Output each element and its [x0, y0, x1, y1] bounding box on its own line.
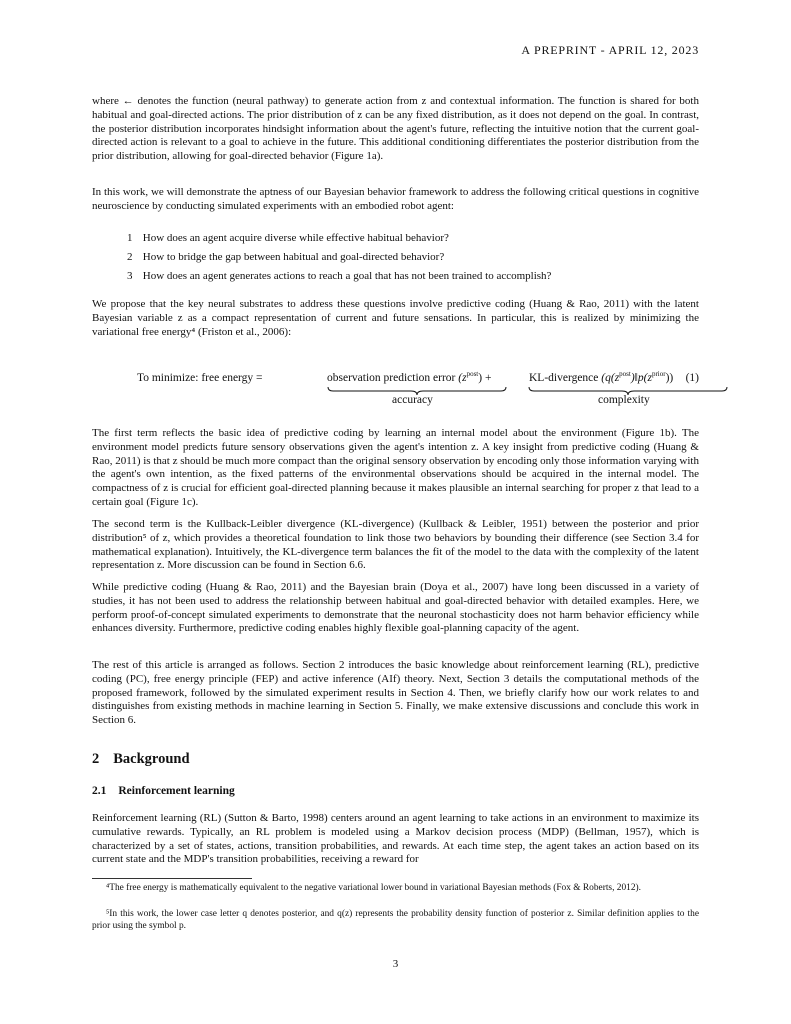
footnote-4: ⁴The free energy is mathematically equivalent to the negative variational lower bound in variational Bayesian methods (Fox & Roberts, 2012).	[106, 883, 641, 893]
equation-term2-arg: $(q(z^{post})‖p(z^{prior}))$	[601, 370, 674, 384]
equation-term-complexity	[529, 372, 673, 384]
equation-term1-arg: $(z^{post})$	[458, 370, 483, 384]
label-complexity: complexity	[598, 394, 650, 406]
equation-number: (1)	[685, 372, 699, 384]
paragraph-outline: The rest of this article is arranged as follows. Section 2 introduces the basic knowledge about reinforcement learning (RL), predictive coding (PC), free energy principle (FEP) and active inference (AIf) theory. Next, Section 3 details the computational methods of the proposed framework, followed by the simulated experiment results in Section 4. Then, we briefly clarify how our work relates to and distinguishes from existing methods in machine learning in Section 5. Finally, we make extensive discussions and conclude this work in Section 6.	[92, 659, 699, 727]
paragraph-second-term: The second term is the Kullback-Leibler divergence (KL-divergence) (Kullback & Leibler, 1951) between the posterior and prior distribution⁵ of z, which provides a theoretical foundation to link those two behaviors by bounding their difference (see Section 3.4 for mathematical explanation). Intuitively, the KL-divergence term balances the fit of the model to the data with the complexity of the latent representation z. More discussion can be found in Section 6.6.	[92, 518, 699, 572]
running-header: A PREPRINT - APRIL 12, 2023	[521, 43, 699, 57]
list-item	[127, 270, 551, 289]
equation-label: To minimize: free energy =	[137, 372, 263, 384]
equation-free-energy	[137, 370, 699, 414]
footnote-rule	[92, 878, 252, 879]
paragraph-intro: where ← denotes the function (neural pathway) to generate action from z and contextual information. The function is shared for both habitual and goal-directed actions. The prior distribution of z can be any fixed distribution, as it does not depend on the goal. In contrast, the posterior distribution incorporates hindsight information about the agent's future, reflecting the intuitive notion that the current goal-directed action is relevant to a goal to achieve in the future. This additional conditioning differentiates the posterior distribution from the prior distribution, allowing for goal-directed behavior (Figure 1a).	[92, 95, 699, 163]
equation-plus: +	[484, 372, 492, 384]
list-item-text: How does an agent acquire diverse while effective habitual behavior?	[142, 232, 449, 244]
question-list	[127, 232, 551, 289]
page-number: 3	[392, 958, 399, 970]
label-accuracy: accuracy	[392, 394, 433, 406]
section-heading-background	[92, 751, 190, 768]
equation-term2-text: KL-divergence	[529, 372, 599, 384]
subsection-heading-rl	[92, 785, 235, 797]
subsection-number: 2.1	[92, 785, 107, 797]
list-item	[127, 251, 551, 270]
equation-term-accuracy	[327, 372, 491, 384]
list-item-number: 2	[127, 251, 133, 263]
paragraph-questions-intro: In this work, we will demonstrate the aptness of our Bayesian behavior framework to address the following critical questions in cognitive neuroscience by conducting simulated experiments with an embodied robot agent:	[92, 186, 699, 212]
paragraph-first-term: The first term reflects the basic idea of predictive coding by learning an internal model about the environment (Figure 1b). The environment model predicts future sensory observations given the agent's intention z. A key insight from predictive coding (Huang & Rao, 2011) is that z should be much more compact than the original sensory observation by encoding only those information varying with the agent's own intention, as the fixed patterns of the environmental observations should be acquired in the internal model. The compactness of z is crucial for efficient goal-directed planning because it makes plausible an internal searching for proper z that lead to a certain goal (Figure 1c).	[92, 427, 699, 508]
list-item-number: 1	[127, 232, 133, 244]
paragraph-proposal: We propose that the key neural substrates to address these questions involve predictive coding (Huang & Rao, 2011) with the latent Bayesian variable z as a compact representation of current and future sensations. In particular, this is realized by minimizing the variational free energy⁴ (Friston et al., 2006):	[92, 298, 699, 338]
paragraph-rl: Reinforcement learning (RL) (Sutton & Barto, 1998) centers around an agent learning to take actions in an environment to maximize its cumulative rewards. Typically, an RL problem is modeled using a Markov decision process (MDP) (Bellman, 1957), which is characterized by a set of states, actions, transition probabilities, and rewards. At each time step, the agent takes an action based on its current state and the MDP's transition probabilities, receiving a reward for	[92, 812, 699, 866]
list-item-number: 3	[127, 270, 133, 282]
list-item-text: How does an agent generates actions to reach a goal that has not been trained to accomplish?	[142, 270, 552, 282]
equation-term1-text: observation prediction error	[327, 372, 456, 384]
footnote-5: ⁵In this work, the lower case letter q denotes posterior, and q(z) represents the probability density function of posterior z. Similar definition applies to the prior using the symbol p.	[92, 909, 699, 931]
subsection-title: Reinforcement learning	[118, 785, 235, 797]
section-title: Background	[113, 751, 190, 767]
paragraph-predictive-coding: While predictive coding (Huang & Rao, 2011) and the Bayesian brain (Doya et al., 2007) have long been discussed in a variety of studies, it has not been used to address the relationship between habitual and goal-directed behavior with detailed examples. Here, we perform proof-of-concept simulated experiments to demonstrate that the neuronal stochasticity does not harm behavior efficiency while enhances diversity. Furthermore, predictive coding enables highly flexible goal-planning capacity of the agent.	[92, 581, 699, 635]
list-item	[127, 232, 551, 251]
section-number: 2	[92, 751, 100, 767]
list-item-text: How to bridge the gap between habitual and goal-directed behavior?	[142, 251, 445, 263]
